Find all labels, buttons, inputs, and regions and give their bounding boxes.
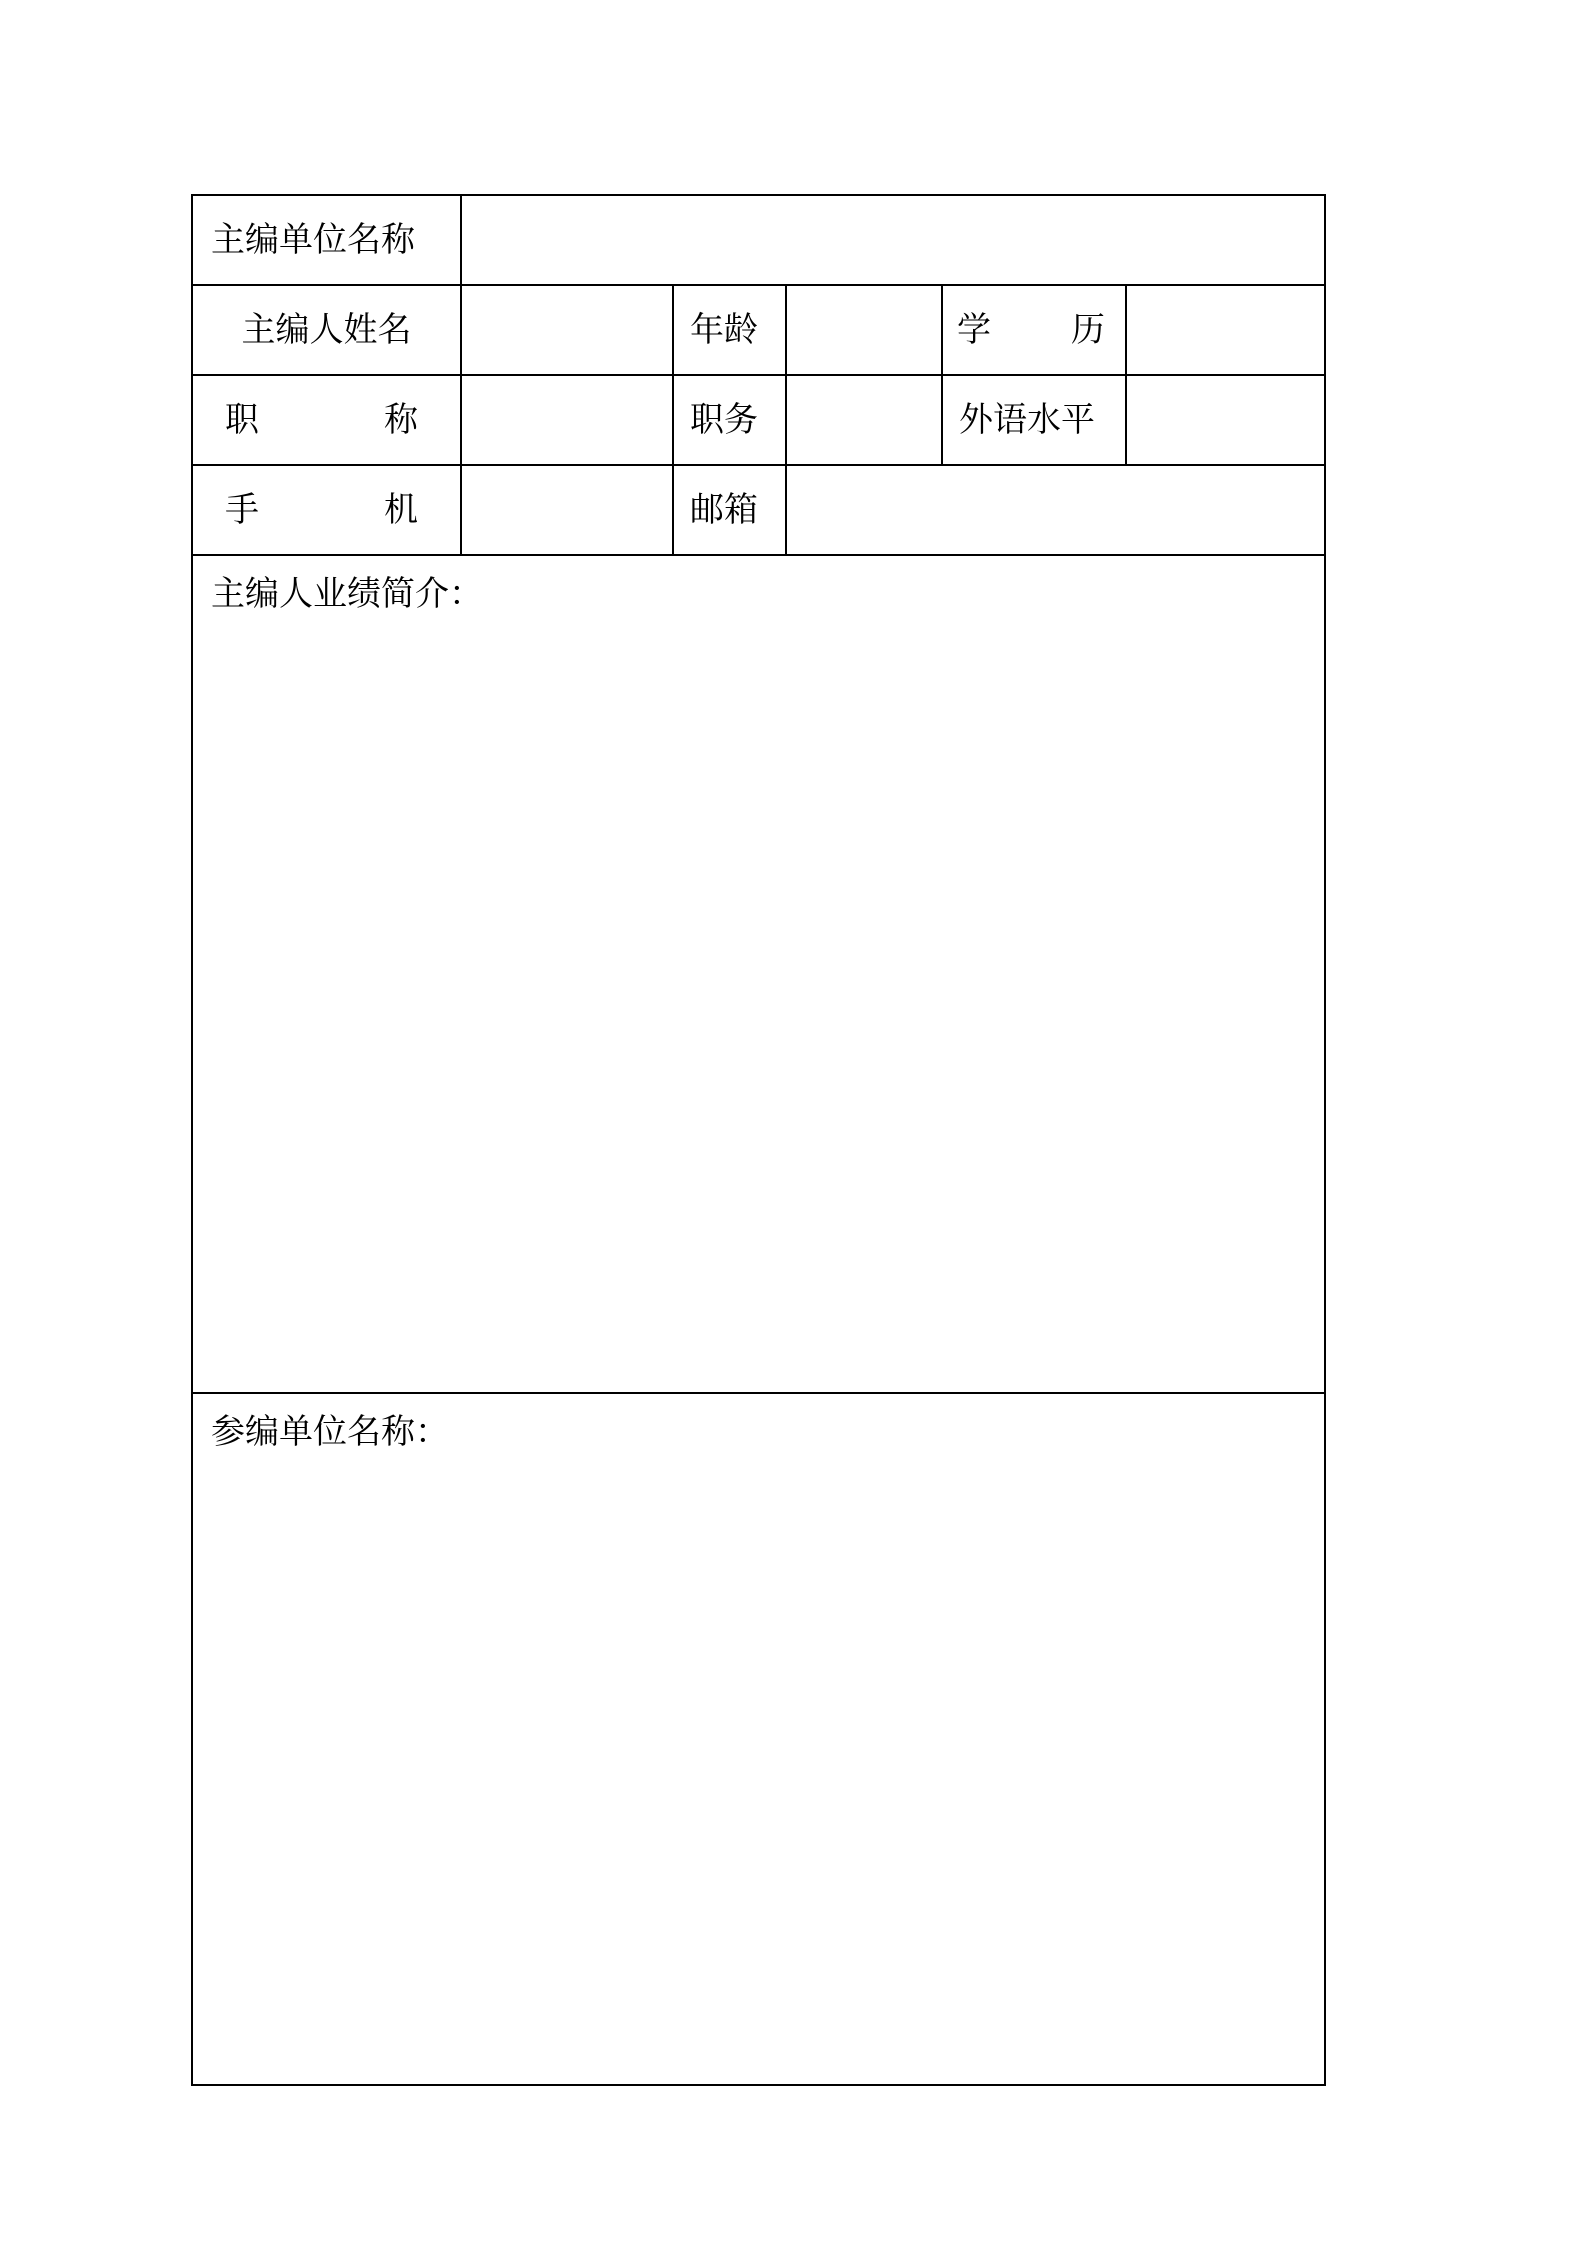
title-label-char-2: 称 xyxy=(384,399,418,440)
title-row xyxy=(192,375,1325,465)
age-label: 年龄 xyxy=(673,285,786,375)
editor-info-row xyxy=(192,285,1325,375)
education-field[interactable] xyxy=(1126,285,1325,375)
email-label: 邮箱 xyxy=(673,465,786,555)
editor-unit-label: 主编单位名称 xyxy=(192,195,461,285)
achievements-row xyxy=(192,555,1325,1393)
education-label xyxy=(942,285,1126,375)
phone-label-char-1: 手 xyxy=(225,489,259,530)
editor-name-field[interactable] xyxy=(461,285,673,375)
position-label: 职务 xyxy=(673,375,786,465)
education-label-char-2: 历 xyxy=(1071,309,1105,350)
editor-name-label: 主编人姓名 xyxy=(192,285,461,375)
email-field[interactable] xyxy=(786,465,1325,555)
application-form-table xyxy=(191,194,1326,2086)
co-editor-unit-label: 参编单位名称： xyxy=(211,1412,449,1452)
language-field[interactable] xyxy=(1126,375,1325,465)
position-field[interactable] xyxy=(786,375,942,465)
editor-unit-row xyxy=(192,195,1325,285)
editor-unit-field[interactable] xyxy=(461,195,1325,285)
achievements-field[interactable] xyxy=(192,555,1325,1393)
age-field[interactable] xyxy=(786,285,942,375)
title-label-char-1: 职 xyxy=(225,399,259,440)
title-label xyxy=(192,375,461,465)
education-label-char-1: 学 xyxy=(957,309,991,350)
title-field[interactable] xyxy=(461,375,673,465)
co-editor-unit-field[interactable] xyxy=(192,1393,1325,2085)
contact-row xyxy=(192,465,1325,555)
phone-label xyxy=(192,465,461,555)
co-editor-row xyxy=(192,1393,1325,2085)
achievements-label: 主编人业绩简介： xyxy=(211,574,483,614)
phone-field[interactable] xyxy=(461,465,673,555)
language-label: 外语水平 xyxy=(942,375,1126,465)
phone-label-char-2: 机 xyxy=(384,489,418,530)
